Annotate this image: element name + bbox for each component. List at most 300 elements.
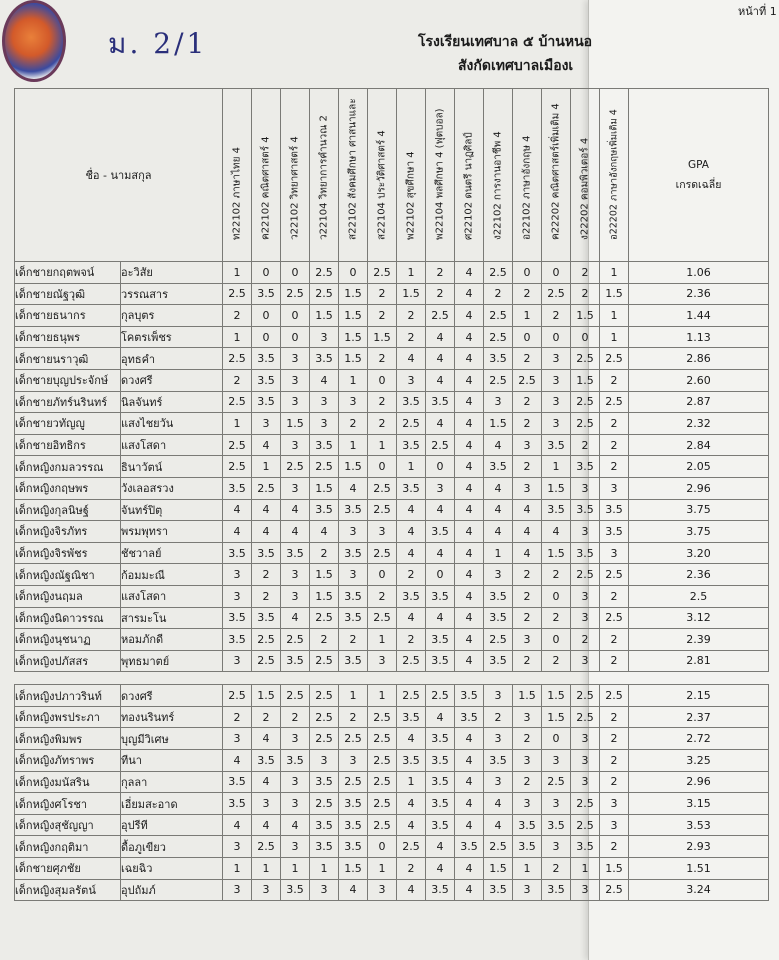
grade-cell: 2 <box>484 283 513 305</box>
gpa-cell: 1.51 <box>629 858 769 880</box>
subject-header: ส22104 ประวัติศาสตร์ 4 <box>368 89 397 262</box>
grade-cell: 3 <box>223 879 252 901</box>
subject-header: พ22102 สุขศึกษา 4 <box>397 89 426 262</box>
grade-cell: 3 <box>281 477 310 499</box>
grade-cell: 3 <box>542 413 571 435</box>
grade-cell: 1 <box>339 369 368 391</box>
grade-cell: 3.5 <box>571 499 600 521</box>
grade-cell: 3.5 <box>426 793 455 815</box>
school-name: โรงเรียนเทศบาล ๕ บ้านหนอ <box>418 34 593 50</box>
grade-cell: 3 <box>542 836 571 858</box>
grade-cell: 1.5 <box>513 685 542 707</box>
gpa-cell: 3.75 <box>629 521 769 543</box>
grade-cell: 3.5 <box>513 836 542 858</box>
student-first-name: เด็กชายธนากร <box>15 305 121 327</box>
student-last-name: โคตรเพ็ชร <box>121 326 223 348</box>
grade-cell: 0 <box>368 564 397 586</box>
grade-cell: 4 <box>223 521 252 543</box>
grade-cell: 1.5 <box>310 585 339 607</box>
grade-cell: 2 <box>600 413 629 435</box>
table-row <box>15 814 769 836</box>
grade-cell: 4 <box>455 369 484 391</box>
subject-header: พ22104 พลศึกษา 4 (ฟุตบอล) <box>426 89 455 262</box>
grade-cell: 2 <box>600 369 629 391</box>
gpa-cell: 2.86 <box>629 348 769 370</box>
student-last-name: บุญมีวิเศษ <box>121 728 223 750</box>
grade-cell: 2.5 <box>310 728 339 750</box>
student-first-name: เด็กหญิงพิมพร <box>15 728 121 750</box>
grade-cell: 4 <box>426 706 455 728</box>
student-last-name: กุลบุตร <box>121 305 223 327</box>
student-last-name: อุปรีที <box>121 814 223 836</box>
table-row <box>15 650 769 672</box>
grade-cell: 4 <box>455 771 484 793</box>
grade-cell: 1 <box>600 305 629 327</box>
grade-cell: 2 <box>542 650 571 672</box>
table-row <box>15 879 769 901</box>
student-first-name: เด็กหญิงกฤติมา <box>15 836 121 858</box>
table-row <box>15 685 769 707</box>
student-first-name: เด็กหญิงกมลวรรณ <box>15 456 121 478</box>
grade-cell: 2.5 <box>339 771 368 793</box>
grade-cell: 2 <box>397 629 426 651</box>
table-row <box>15 607 769 629</box>
handwritten-class-label: ม. 2/1 <box>108 27 208 60</box>
grade-cell: 2.5 <box>368 771 397 793</box>
grade-cell: 1 <box>571 858 600 880</box>
grade-cell: 4 <box>223 814 252 836</box>
grade-cell: 1 <box>397 262 426 284</box>
grade-cell: 3.5 <box>455 685 484 707</box>
table-row <box>15 585 769 607</box>
grade-cell: 3.5 <box>426 879 455 901</box>
grade-cell: 4 <box>484 499 513 521</box>
student-first-name: เด็กหญิงนฤมล <box>15 585 121 607</box>
grade-cell: 3 <box>571 750 600 772</box>
grade-cell: 2.5 <box>513 369 542 391</box>
grade-cell: 3 <box>513 706 542 728</box>
grade-cell: 3.5 <box>571 836 600 858</box>
grade-cell: 0 <box>426 456 455 478</box>
grade-cell: 4 <box>484 793 513 815</box>
grade-cell: 3 <box>571 879 600 901</box>
grade-cell: 2.5 <box>223 685 252 707</box>
student-first-name: เด็กหญิงสุมลรัตน์ <box>15 879 121 901</box>
grade-cell: 3.5 <box>339 542 368 564</box>
grade-cell: 3.5 <box>252 607 281 629</box>
grade-cell: 2.5 <box>310 607 339 629</box>
grade-cell: 4 <box>513 542 542 564</box>
grade-cell: 3.5 <box>252 283 281 305</box>
grade-cell: 3.5 <box>339 585 368 607</box>
grade-cell: 2 <box>252 585 281 607</box>
grade-cell: 3.5 <box>281 650 310 672</box>
grade-cell: 3 <box>281 564 310 586</box>
table-row <box>15 836 769 858</box>
grade-cell: 0 <box>252 305 281 327</box>
grade-cell: 4 <box>426 369 455 391</box>
grade-cell: 2 <box>368 283 397 305</box>
grade-cell: 4 <box>455 858 484 880</box>
grade-cell: 3.5 <box>223 542 252 564</box>
grade-cell: 3 <box>281 585 310 607</box>
grade-cell: 3 <box>339 521 368 543</box>
grade-cell: 3.5 <box>426 771 455 793</box>
grade-cell: 3 <box>281 793 310 815</box>
grade-cell: 1.5 <box>339 348 368 370</box>
grade-cell: 1.5 <box>310 477 339 499</box>
grade-cell: 2 <box>368 585 397 607</box>
gpa-cell: 3.25 <box>629 750 769 772</box>
grade-cell: 3.5 <box>252 369 281 391</box>
grade-cell: 2.5 <box>397 413 426 435</box>
grade-cell: 2.5 <box>571 564 600 586</box>
table-row <box>15 477 769 499</box>
grade-cell: 3 <box>542 793 571 815</box>
student-first-name: เด็กชายวทัญญู <box>15 413 121 435</box>
grade-cell: 2.5 <box>368 793 397 815</box>
grade-cell: 0 <box>281 305 310 327</box>
grade-cell: 1 <box>513 858 542 880</box>
subject-header: ศ22102 ดนตรี นาฏศิลป์ <box>455 89 484 262</box>
grade-cell: 2.5 <box>252 477 281 499</box>
grade-cell: 3.5 <box>339 814 368 836</box>
student-first-name: เด็กหญิงกฤษพร <box>15 477 121 499</box>
grade-cell: 2 <box>542 305 571 327</box>
grade-cell: 1 <box>223 262 252 284</box>
grade-cell: 3.5 <box>542 814 571 836</box>
grade-cell: 1 <box>513 305 542 327</box>
grade-cell: 2 <box>571 434 600 456</box>
grade-cell: 4 <box>252 728 281 750</box>
grade-cell: 3.5 <box>484 879 513 901</box>
grade-cell: 4 <box>455 305 484 327</box>
grade-cell: 2 <box>600 836 629 858</box>
grade-cell: 2.5 <box>600 348 629 370</box>
gpa-cell: 2.37 <box>629 706 769 728</box>
grade-cell: 2.5 <box>310 706 339 728</box>
grade-cell: 4 <box>397 348 426 370</box>
gpa-cell: 2.93 <box>629 836 769 858</box>
grade-cell: 0 <box>571 326 600 348</box>
grade-cell: 2.5 <box>310 685 339 707</box>
grade-cell: 2.5 <box>571 348 600 370</box>
grade-cell: 0 <box>368 369 397 391</box>
grade-cell: 3.5 <box>397 391 426 413</box>
grade-cell: 2.5 <box>600 607 629 629</box>
grade-cell: 3 <box>281 391 310 413</box>
grade-cell: 3 <box>223 585 252 607</box>
grade-cell: 2 <box>223 305 252 327</box>
grade-cell: 2.5 <box>368 262 397 284</box>
grade-cell: 1 <box>281 858 310 880</box>
grade-cell: 2 <box>252 564 281 586</box>
grade-cell: 3.5 <box>484 750 513 772</box>
grade-cell: 4 <box>310 521 339 543</box>
grade-cell: 2.5 <box>542 771 571 793</box>
student-first-name: เด็กชายกฤตพจน์ <box>15 262 121 284</box>
grade-cell: 3.5 <box>600 521 629 543</box>
gpa-cell: 2.36 <box>629 283 769 305</box>
student-rows-bottom <box>15 685 769 901</box>
grade-cell: 2.5 <box>571 793 600 815</box>
student-first-name: เด็กหญิงภัทราพร <box>15 750 121 772</box>
grade-cell: 2.5 <box>397 836 426 858</box>
student-first-name: เด็กชายณัฐวุฒิ <box>15 283 121 305</box>
grade-cell: 2.5 <box>223 283 252 305</box>
grade-cell: 3.5 <box>252 750 281 772</box>
grade-cell: 2 <box>600 456 629 478</box>
grade-cell: 4 <box>397 879 426 901</box>
grade-cell: 3.5 <box>310 434 339 456</box>
grade-cell: 0 <box>281 326 310 348</box>
grade-cell: 2.5 <box>368 542 397 564</box>
gpa-cell: 2.36 <box>629 564 769 586</box>
grade-cell: 2 <box>339 629 368 651</box>
grade-cell: 0 <box>368 836 397 858</box>
gap-row <box>15 672 769 685</box>
grade-cell: 3.5 <box>310 348 339 370</box>
grade-cell: 3 <box>513 793 542 815</box>
grade-cell: 2.5 <box>542 283 571 305</box>
table-row <box>15 564 769 586</box>
grade-cell: 1 <box>368 858 397 880</box>
grade-cell: 1 <box>368 629 397 651</box>
grade-cell: 1 <box>484 542 513 564</box>
grade-cell: 1 <box>310 858 339 880</box>
table-row <box>15 771 769 793</box>
grade-cell: 3 <box>542 348 571 370</box>
grade-cell: 4 <box>397 728 426 750</box>
student-first-name: เด็กหญิงปภัสสร <box>15 650 121 672</box>
table-row <box>15 326 769 348</box>
grade-cell: 1 <box>252 456 281 478</box>
grade-cell: 2.5 <box>310 283 339 305</box>
table-row <box>15 456 769 478</box>
grade-cell: 2.5 <box>484 836 513 858</box>
grade-cell: 4 <box>426 836 455 858</box>
student-last-name: แสงโสดา <box>121 434 223 456</box>
grade-cell: 3 <box>484 771 513 793</box>
grade-cell: 4 <box>484 814 513 836</box>
grade-cell: 3 <box>252 413 281 435</box>
grade-cell: 3 <box>339 391 368 413</box>
grade-cell: 3.5 <box>426 728 455 750</box>
grade-cell: 3.5 <box>252 348 281 370</box>
grade-cell: 3.5 <box>281 750 310 772</box>
grade-cell: 2.5 <box>339 728 368 750</box>
grade-cell: 2 <box>397 564 426 586</box>
grade-cell: 2.5 <box>252 836 281 858</box>
grade-cell: 4 <box>455 629 484 651</box>
grade-cell: 0 <box>542 262 571 284</box>
grade-cell: 3 <box>571 650 600 672</box>
subject-header: ค22202 คณิตศาสตร์เพิ่มเติม 4 <box>542 89 571 262</box>
grade-cell: 2.5 <box>368 814 397 836</box>
grade-cell: 1 <box>223 326 252 348</box>
subject-header: ว22102 วิทยาศาสตร์ 4 <box>281 89 310 262</box>
grade-cell: 2.5 <box>310 650 339 672</box>
grade-cell: 3.5 <box>252 391 281 413</box>
grade-cell: 2.5 <box>600 879 629 901</box>
gpa-cell: 2.39 <box>629 629 769 651</box>
grade-cell: 1 <box>368 434 397 456</box>
grade-cell: 4 <box>426 348 455 370</box>
grade-cell: 1.5 <box>339 283 368 305</box>
grade-cell: 3.5 <box>484 348 513 370</box>
table-row <box>15 706 769 728</box>
grade-cell: 2.5 <box>252 650 281 672</box>
grade-cell: 4 <box>397 499 426 521</box>
student-last-name: นิลจันทร์ <box>121 391 223 413</box>
grade-cell: 1.5 <box>252 685 281 707</box>
grade-cell: 4 <box>542 521 571 543</box>
grade-cell: 3 <box>223 650 252 672</box>
grade-cell: 4 <box>223 750 252 772</box>
grade-cell: 3.5 <box>484 607 513 629</box>
grade-cell: 3.5 <box>339 607 368 629</box>
grade-cell: 2 <box>310 629 339 651</box>
grade-cell: 2.5 <box>368 499 397 521</box>
name-column-header: ชื่อ - นามสกุล <box>15 89 223 262</box>
grade-cell: 3.5 <box>310 836 339 858</box>
grade-cell: 4 <box>426 413 455 435</box>
grade-cell: 2 <box>513 283 542 305</box>
grade-cell: 2.5 <box>368 706 397 728</box>
grade-cell: 2.5 <box>484 326 513 348</box>
student-last-name: ทีนา <box>121 750 223 772</box>
grade-cell: 1.5 <box>600 283 629 305</box>
grade-cell: 4 <box>455 521 484 543</box>
grade-cell: 4 <box>426 326 455 348</box>
grade-cell: 2.5 <box>571 391 600 413</box>
grade-cell: 3 <box>310 391 339 413</box>
grade-cell: 2 <box>513 413 542 435</box>
gpa-cell: 2.72 <box>629 728 769 750</box>
grade-cell: 2 <box>600 629 629 651</box>
grade-cell: 3.5 <box>426 521 455 543</box>
grade-cell: 3 <box>368 650 397 672</box>
page-number: หน้าที่ 1 <box>738 5 777 18</box>
grade-cell: 0 <box>542 629 571 651</box>
grade-cell: 3 <box>397 369 426 391</box>
table-row <box>15 499 769 521</box>
grade-cell: 2.5 <box>484 629 513 651</box>
grade-cell: 3 <box>571 771 600 793</box>
gpa-cell: 2.05 <box>629 456 769 478</box>
grade-cell: 2 <box>513 564 542 586</box>
grade-cell: 4 <box>455 413 484 435</box>
grade-cell: 4 <box>252 771 281 793</box>
grade-cell: 3 <box>542 750 571 772</box>
grade-cell: 2.5 <box>368 607 397 629</box>
gpa-cell: 3.12 <box>629 607 769 629</box>
grade-cell: 4 <box>455 814 484 836</box>
grade-cell: 3 <box>513 434 542 456</box>
grade-cell: 3.5 <box>339 650 368 672</box>
grade-cell: 3 <box>484 685 513 707</box>
table-row <box>15 542 769 564</box>
grade-cell: 4 <box>455 283 484 305</box>
grade-cell: 2.5 <box>571 706 600 728</box>
grade-cell: 0 <box>513 326 542 348</box>
grade-cell: 0 <box>542 728 571 750</box>
student-first-name: เด็กหญิงกุลนิษฐ์ <box>15 499 121 521</box>
table-row <box>15 728 769 750</box>
grade-cell: 4 <box>397 814 426 836</box>
grade-cell: 3 <box>600 793 629 815</box>
grade-cell: 3 <box>281 771 310 793</box>
gpa-cell: 2.84 <box>629 434 769 456</box>
grade-cell: 3.5 <box>426 585 455 607</box>
grade-cell: 4 <box>223 499 252 521</box>
grade-cell: 3 <box>252 879 281 901</box>
grade-cell: 2 <box>368 413 397 435</box>
grade-cell: 3 <box>571 607 600 629</box>
gpa-cell: 2.87 <box>629 391 769 413</box>
grade-cell: 2.5 <box>571 413 600 435</box>
grade-cell: 2 <box>513 391 542 413</box>
grade-cell: 2 <box>542 564 571 586</box>
grade-cell: 3.5 <box>223 793 252 815</box>
grade-cell: 2.5 <box>426 305 455 327</box>
student-first-name: เด็กชายนราวุฒิ <box>15 348 121 370</box>
grade-cell: 4 <box>484 521 513 543</box>
grade-cell: 1 <box>397 771 426 793</box>
grade-cell: 3 <box>513 750 542 772</box>
grade-cell: 4 <box>397 607 426 629</box>
grade-cell: 0 <box>368 456 397 478</box>
gpa-cell: 3.20 <box>629 542 769 564</box>
student-last-name: พรมพุทรา <box>121 521 223 543</box>
grade-cell: 3.5 <box>455 836 484 858</box>
grade-cell: 4 <box>455 607 484 629</box>
grade-cell: 2 <box>600 750 629 772</box>
grade-cell: 3.5 <box>310 771 339 793</box>
grade-cell: 3.5 <box>397 750 426 772</box>
grade-cell: 2.5 <box>484 305 513 327</box>
grade-cell: 3.5 <box>455 706 484 728</box>
grade-cell: 2 <box>513 650 542 672</box>
grade-cell: 3.5 <box>397 477 426 499</box>
grade-cell: 3.5 <box>339 836 368 858</box>
grade-cell: 3.5 <box>426 814 455 836</box>
grade-cell: 4 <box>426 499 455 521</box>
grade-cell: 2.5 <box>281 629 310 651</box>
school-affiliation: สังกัดเทศบาลเมืองเ <box>458 58 574 74</box>
student-last-name: เฉยฉิว <box>121 858 223 880</box>
grade-cell: 1.5 <box>542 542 571 564</box>
grade-cell: 4 <box>455 391 484 413</box>
grade-cell: 2.5 <box>397 650 426 672</box>
student-first-name: เด็กหญิงจิรภัทร <box>15 521 121 543</box>
student-first-name: เด็กชายศุภชัย <box>15 858 121 880</box>
grade-cell: 2.5 <box>426 434 455 456</box>
grade-cell: 1.5 <box>571 369 600 391</box>
grade-cell: 4 <box>455 456 484 478</box>
grade-cell: 2 <box>339 413 368 435</box>
grade-cell: 3.5 <box>397 434 426 456</box>
grade-cell: 2 <box>484 706 513 728</box>
table-row <box>15 521 769 543</box>
student-last-name: ดื้อภูเขียว <box>121 836 223 858</box>
table-row <box>15 369 769 391</box>
gpa-column-header <box>629 89 769 262</box>
grade-cell: 1.5 <box>484 858 513 880</box>
grade-cell: 3.5 <box>484 585 513 607</box>
grade-cell: 3.5 <box>426 650 455 672</box>
subject-header: อ22102 ภาษาอังกฤษ 4 <box>513 89 542 262</box>
